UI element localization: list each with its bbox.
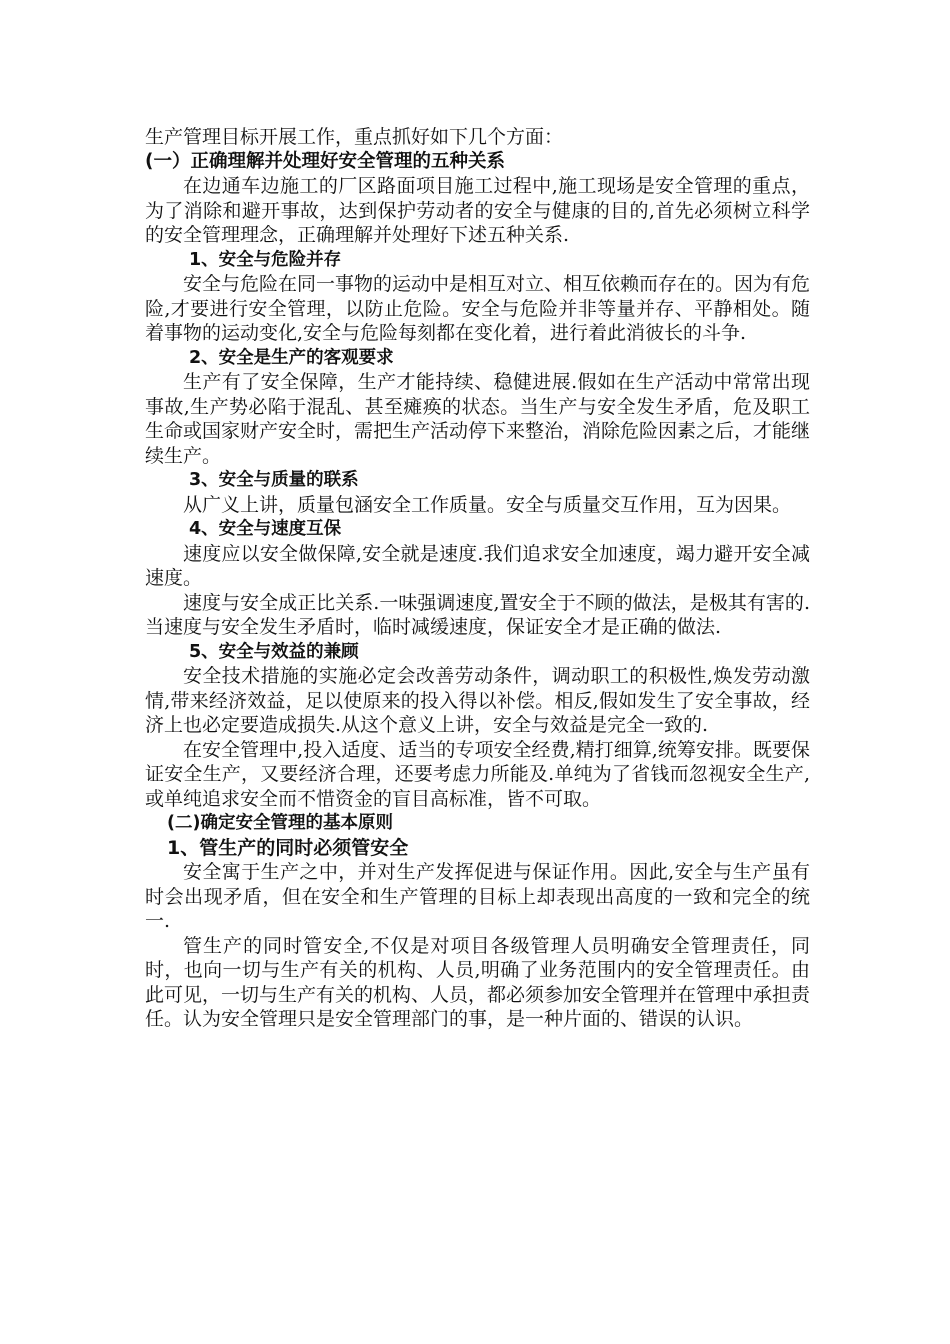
item-1-heading: 1、安全与危险并存 bbox=[189, 249, 342, 270]
item-4-text-1: 速度应以安全做保障,安全就是速度.我们追求安全加速度，竭力避开安全减速度。 bbox=[145, 542, 810, 589]
item-5-text-2: 在安全管理中,投入适度、适当的专项安全经费,精打细算,统筹安排。既要保证安全生产，又要经济合理，还要考虑力所能及.单纯为了省钱而忽视安全生产,或单纯追求安全而不惜资金的盲目高标准，皆不可取。 bbox=[145, 738, 810, 810]
item-1-text: 安全与危险在同一事物的运动中是相互对立、相互依赖而存在的。因为有危险,才要进行安全管理，以防止危险。安全与危险并非等量并存、平静相处。随着事物的运动变化,安全与危险每刻都在变化着，进行着此消彼长的斗争. bbox=[145, 273, 811, 344]
principle-1-text-2: 管生产的同时管安全,不仅是对项目各级管理人员明确安全管理责任，同时，也向一切与生产有关的机构、人员,明确了业务范围内的安全管理责任。由此可见，一切与生产有关的机构、人员，都必须参加安全管理并在管理中承担责任。认为安全管理只是安全管理部门的事，是一种片面的、错误的认识。 bbox=[145, 934, 811, 1030]
item-5-heading: 5、安全与效益的兼顾 bbox=[189, 641, 359, 662]
section-1-intro: 在边通车边施工的厂区路面项目施工过程中,施工现场是安全管理的重点，为了消除和避开事故，达到保护劳动者的安全与健康的目的,首先必须树立科学的安全管理理念，正确理解并处理好下述五种关系. bbox=[145, 175, 810, 246]
item-4-heading: 4、安全与速度互保 bbox=[189, 519, 342, 539]
section-2-heading: (二)确定安全管理的基本原则 bbox=[167, 813, 393, 833]
item-2-heading: 2、安全是生产的客观要求 bbox=[189, 347, 394, 368]
item-4-text-2: 速度与安全成正比关系.一味强调速度,置安全于不顾的做法，是极其有害的.当速度与安全发生矛盾时，临时减缓速度，保证安全才是正确的做法. bbox=[145, 591, 810, 638]
item-2-text: 生产有了安全保障，生产才能持续、稳健进展.假如在生产活动中常常出现事故,生产势必陷于混乱、甚至瘫痪的状态。当生产与安全发生矛盾，危及职工生命或国家财产安全时，需把生产活动停下来整治，消除危险因素之后，才能继续生产。 bbox=[145, 371, 811, 467]
principle-1-heading: 1、管生产的同时必须管安全 bbox=[167, 836, 409, 859]
item-5-text-1: 安全技术措施的实施必定会改善劳动条件，调动职工的积极性,焕发劳动激情,带来经济效益，足以使原来的投入得以补偿。相反,假如发生了安全事故，经济上也必定要造成损失.从这个意义上讲，安全与效益是完全一致的. bbox=[145, 665, 810, 736]
principle-1-text-1: 安全寓于生产之中，并对生产发挥促进与保证作用。因此,安全与生产虽有时会出现矛盾，但在安全和生产管理的目标上却表现出高度的一致和完全的统一. bbox=[145, 861, 810, 932]
item-3-text: 从广义上讲，质量包涵安全工作质量。安全与质量交互作用，互为因果。 bbox=[183, 493, 792, 516]
document-page bbox=[145, 125, 810, 1032]
intro-line: 生产管理目标开展工作，重点抓好如下几个方面： bbox=[145, 126, 564, 148]
item-3-heading: 3、安全与质量的联系 bbox=[189, 470, 359, 490]
section-1-heading: (一）正确理解并处理好安全管理的五种关系 bbox=[145, 150, 505, 172]
